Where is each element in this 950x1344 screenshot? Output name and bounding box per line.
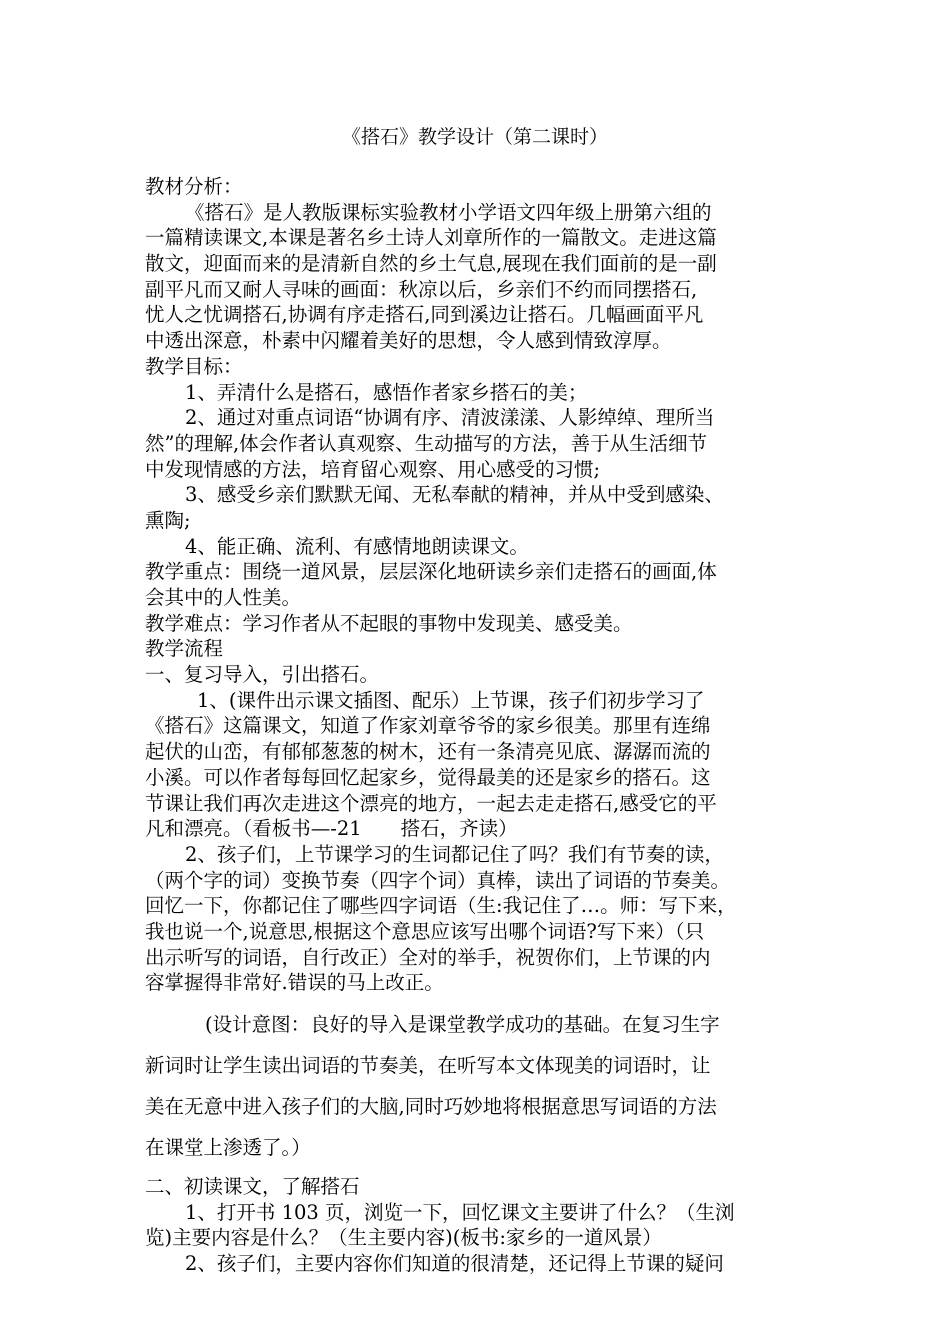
paragraph-line: 节课让我们再次走进这个漂亮的地方，一起去走走搭石,感受它的平 [145, 791, 717, 815]
paragraph-line: 副平凡而又耐人寻味的画面：秋凉以后，乡亲们不约而同摆搭石, [145, 277, 698, 301]
paragraph-line: 凡和漂亮。（看板书—-21 搭石，齐读） [145, 817, 518, 841]
paragraph-line: 一篇精读课文,本课是著名乡土诗人刘章所作的一篇散文。走进这篇 [145, 226, 717, 250]
list-item: 3、感受乡亲们默默无闻、无私奉献的精神，并从中受到感染、 [185, 483, 724, 507]
design-intent-line: 新词时让学生读出词语的节奏美，在听写本文体现美的词语时，让 [145, 1054, 711, 1077]
list-item: 2、孩子们，上节课学习的生词都记住了吗？我们有节奏的读， [185, 842, 724, 866]
section-heading: 教材分析： [145, 175, 243, 198]
design-intent-line: 在课堂上渗透了。） [145, 1136, 311, 1159]
design-intent-block [145, 1004, 813, 1168]
paragraph-line: 出示听写的词语，自行改正）全对的举手，祝贺你们，上节课的内 [145, 945, 711, 969]
design-intent-line: (设计意图：良好的导入是课堂教学成功的基础。在复习生字 [205, 1013, 720, 1036]
list-item: 2、通过对重点词语“协调有序、清波漾漾、人影绰绰、理所当 [185, 406, 715, 430]
design-intent-line: 美在无意中进入孩子们的大脑,同时巧妙地将根据意思写词语的方法 [145, 1095, 717, 1118]
section-heading: 教学难点：学习作者从不起眼的事物中发现美、感受美。 [145, 611, 633, 635]
paragraph-line: 然”的理解,体会作者认真观察、生动描写的方法，善于从生活细节 [145, 431, 708, 455]
paragraph-line: 容掌握得非常好.错误的马上改正。 [145, 971, 444, 995]
list-item: 1、打开书 103 页，浏览一下，回忆课文主要讲了什么？（生浏 [185, 1200, 735, 1224]
paragraph-line: 览)主要内容是什么？（生主要内容)(板书:家乡的一道风景） [145, 1226, 662, 1250]
paragraph-line: 会其中的人性美。 [145, 586, 302, 609]
list-item: 4、能正确、流利、有感情地朗读课文。 [185, 534, 529, 558]
paragraph-line: 《搭石》是人教版课标实验教材小学语文四年级上册第六组的 [185, 200, 712, 224]
paragraph-line: 熏陶; [145, 508, 191, 532]
paragraph-line: 《搭石》这篇课文，知道了作家刘章爷爷的家乡很美。那里有连绵 [145, 714, 711, 738]
list-item: 2、孩子们，主要内容你们知道的很清楚，还记得上节课的疑问 [185, 1252, 724, 1276]
paragraph-line: 我也说一个,说意思,根据这个意思应该写出哪个词语?写下来）（只 [145, 919, 705, 943]
document-body [145, 174, 813, 1277]
paragraph-line: 散文，迎面而来的是清新自然的乡土气息,展现在我们面前的是一副 [145, 252, 717, 276]
section-two [145, 1174, 813, 1277]
paragraph-line: 起伏的山峦，有郁郁葱葱的树木，还有一条清亮见底、潺潺而流的 [145, 740, 711, 764]
paragraph-line: 忧人之忧调搭石,协调有序走搭石,同到溪边让搭石。几幅画面平凡 [145, 303, 704, 327]
paragraph-line: 中透出深意，朴素中闪耀着美好的思想，令人感到情致淳厚。 [145, 329, 672, 353]
document-title: 《搭石》教学设计（第二课时） [341, 126, 608, 148]
paragraph-line: 小溪。可以作者每每回忆起家乡，觉得最美的还是家乡的搭石。这 [145, 765, 711, 789]
section-heading: 教学流程 [145, 637, 224, 661]
section-heading: 二、初读课文，了解搭石 [145, 1175, 360, 1198]
list-item: 1、弄清什么是搭石，感悟作者家乡搭石的美； [185, 380, 588, 404]
list-item: 1、(课件出示课文插图、配乐）上节课，孩子们初步学习了 [197, 688, 705, 712]
paragraph-line: 中发现情感的方法，培育留心观察、用心感受的习惯; [145, 457, 601, 481]
section-heading: 教学重点：围绕一道风景，层层深化地研读乡亲们走搭石的画面,体 [145, 560, 717, 584]
section-heading: 一、复习导入，引出搭石。 [145, 663, 380, 687]
paragraph-line: （两个字的词）变换节奏（四字个词）真棒，读出了词语的节奏美。 [145, 868, 731, 892]
paragraph-line: 回忆一下，你都记住了哪些四字词语（生:我记住了…。师：写下来， [145, 894, 737, 918]
section-heading: 教学目标： [145, 354, 243, 378]
